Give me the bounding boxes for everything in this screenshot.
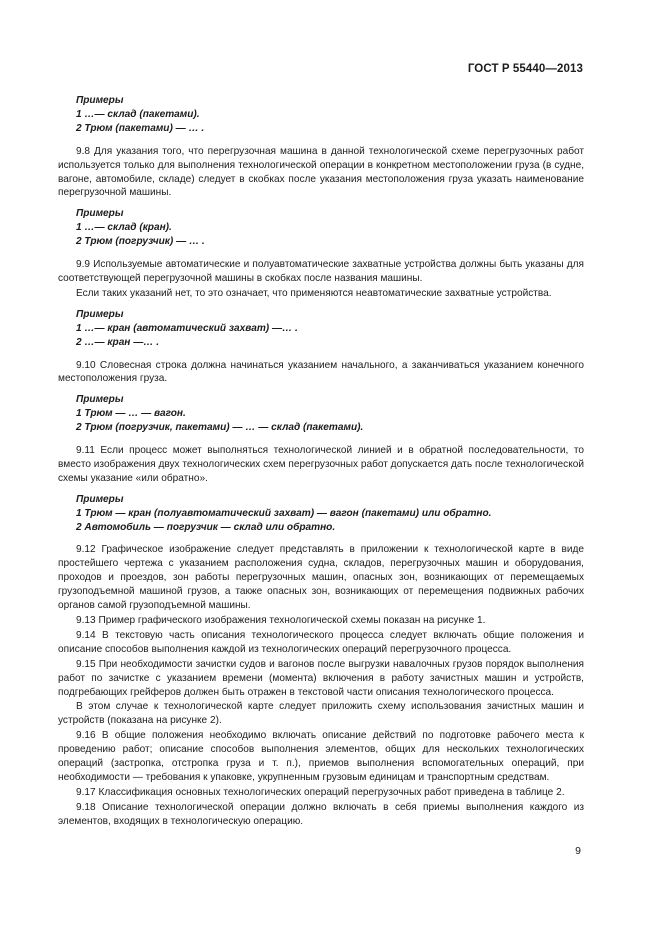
example-line: 2 …— кран —… . [76,336,160,348]
examples-title: Примеры [76,308,124,320]
examples-block [76,94,584,136]
example-line: 1 …— склад (кран). [76,222,172,234]
example-line: 1 Трюм — … — вагон. [76,408,186,420]
examples-block [76,393,584,435]
document-header: ГОСТ Р 55440—2013 [467,63,583,75]
paragraph-9-15: 9.15 При необходимости зачистки судов и вагонов после выгрузки навалочных грузов порядок выполнения работ по зачистке с указанием времени (момента) включения в работу зачистных машин и устройств, подгребающих грейферов должен быть отражен в текстовой части описания технологического процесса. [58,658,584,698]
paragraph-9-15-note: В этом случае к технологической карте следует приложить схему использования зачистных машин и устройств (показана на рисунке 2). [58,701,584,727]
paragraph-9-17: 9.17 Классификация основных технологических операций перегрузочных работ приведена в таблице 2. [76,786,565,798]
examples-title: Примеры [76,493,124,505]
paragraph-9-16: 9.16 В общие положения необходимо включать описание действий по подготовке рабочего места к проведению работ; описание способов выполнения элементов, общих для нескольких технологических операций (застропка, отстропка груза и т. п.), приемов выполнения вспомогательных операций, при необходимости — требования к упаковке, укрупненным грузовым единицам и транспортным средствам. [58,730,584,783]
examples-title: Примеры [76,394,124,406]
paragraph-9-13: 9.13 Пример графического изображения технологической схемы показан на рисунке 1. [76,615,486,626]
paragraph-9-18: 9.18 Описание технологической операции должно включать в себя приемы выполнения каждого из элементов, входящих в технологическую операцию. [58,801,584,827]
paragraph-9-10: 9.10 Словесная строка должна начинаться указанием начального, а заканчиваться указанием конечного местоположения груза. [58,359,584,385]
paragraph-9-12: 9.12 Графическое изображение следует представлять в приложении к технологической карте в виде простейшего чертежа с указанием расположения судна, складов, перегрузочных машин и оборудования, проходов и проездов, зон работы перегрузочных машин, опасных зон, возникающих от перемещаемых грузоподъемной машиной грузов, а также опасных зон, возникающих от перемещения подвижных рабочих органов самой грузоподъемной машины. [58,544,584,612]
examples-block [76,308,584,350]
example-line: 1 …— кран (автоматический захват) —… . [76,322,298,334]
examples-title: Примеры [76,95,124,106]
example-line: 2 Трюм (погрузчик, пакетами) — … — склад (пакетами). [76,422,364,434]
page-content [58,92,584,830]
paragraph-9-9-note: Если таких указаний нет, то это означает, что применяются неавтоматические захватные устройства. [76,287,552,299]
example-line: 2 Трюм (погрузчик) — … . [76,236,205,248]
examples-block [76,207,584,249]
paragraph-9-8: 9.8 Для указания того, что перегрузочная машина в данной технологической схеме перегрузочных работ используется только для выполнения технологической операции в конкретном местоположении груза (в судне, вагоне, автомобиле, складе) следует в скобках после указания местоположения груза указать наименование перегрузочной машины. [58,145,584,199]
example-line: 1 Трюм — кран (полуавтоматический захват) — вагон (пакетами) или обратно. [76,507,492,519]
example-line: 2 Трюм (пакетами) — … . [76,122,205,134]
example-line: 1 …— склад (пакетами). [76,108,200,120]
page-number: 9 [575,845,581,857]
paragraph-9-9: 9.9 Используемые автоматические и полуавтоматические захватные устройства должны быть указаны для соответствующей перегрузочной машины в скобках после названия машины. [58,259,584,284]
examples-block [76,493,584,535]
examples-title: Примеры [76,208,124,220]
example-line: 2 Автомобиль — погрузчик — склад или обратно. [76,521,336,533]
paragraph-9-14: 9.14 В текстовую часть описания технологического процесса следует включать общие положения и описание способов выполнения каждой из технологических операций перегрузочного процесса. [58,629,584,655]
paragraph-9-11: 9.11 Если процесс может выполняться технологической линией и в обратной последовательности, то вместо изображения двух технологических схем перегрузочных работ допускается дать после технологической схемы указание «или обратно». [58,445,584,484]
